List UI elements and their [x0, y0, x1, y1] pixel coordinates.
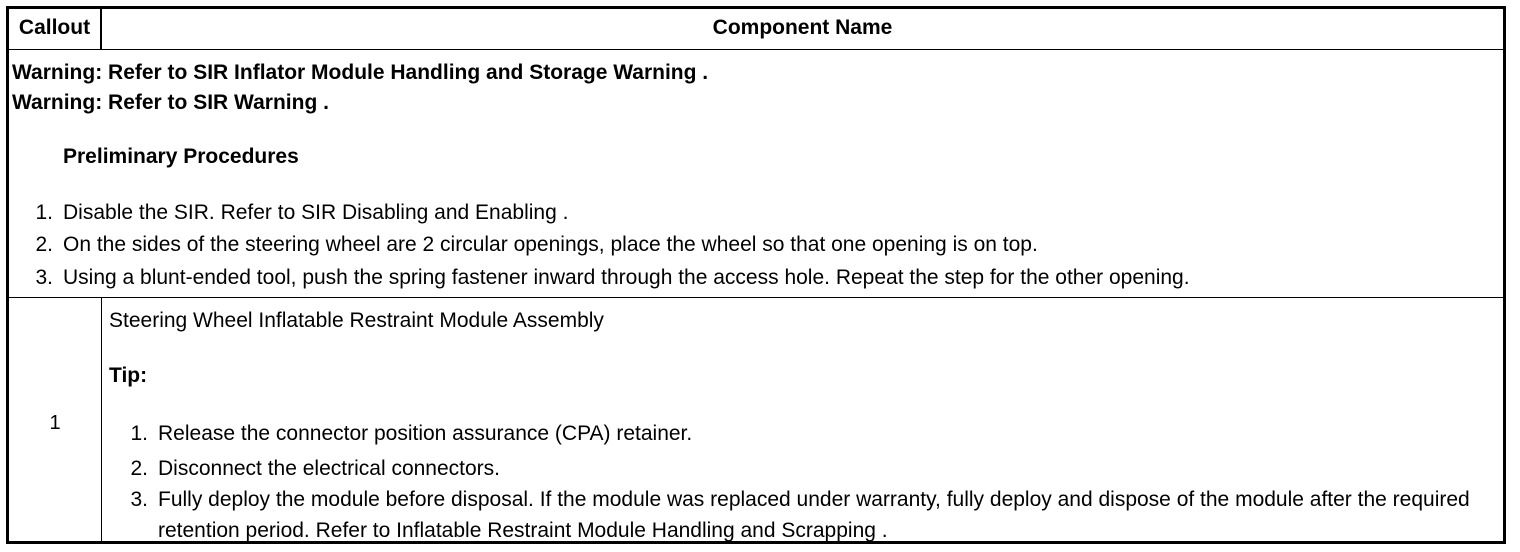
component-cell	[102, 298, 1503, 541]
step-number: 2.	[130, 457, 148, 480]
step-number: 1.	[35, 201, 53, 224]
preliminary-procedures-heading: Preliminary Procedures	[63, 145, 299, 168]
table-header-row	[9, 9, 1503, 50]
preliminary-step	[9, 200, 569, 226]
component-table	[6, 6, 1506, 544]
step-number: 2.	[35, 233, 53, 256]
step-text: Using a blunt-ended tool, push the spring fastener inward through the access hole. Repeat the step for the other opening.	[63, 266, 1190, 289]
preliminary-step	[9, 265, 1190, 291]
preliminary-step	[9, 232, 1038, 258]
warning-link-sir[interactable]: Warning: Refer to SIR Warning .	[12, 91, 329, 114]
tip-label: Tip:	[109, 364, 148, 387]
callout-cell	[9, 298, 102, 541]
component-name: Steering Wheel Inflatable Restraint Module Assembly	[109, 309, 604, 332]
callout-column-header: Callout	[9, 9, 102, 49]
callout-number: 1	[49, 412, 61, 434]
component-name-column-header: Component Name	[712, 16, 893, 39]
warning-link-inflator-handling[interactable]: Warning: Refer to SIR Inflator Module Handling and Storage Warning .	[12, 61, 709, 84]
step-text: On the sides of the steering wheel are 2 circular openings, place the wheel so that one opening is on top.	[63, 233, 1038, 256]
step-number: 1.	[130, 422, 148, 445]
step-text: Disable the SIR. Refer to SIR Disabling and Enabling .	[63, 201, 569, 224]
step-number: 3.	[35, 266, 53, 289]
preliminary-section	[9, 50, 1503, 298]
table-row	[9, 298, 1503, 541]
step-number: 3.	[130, 488, 148, 511]
step-text: Fully deploy the module before disposal. If the module was replaced under warranty, fully deploy and dispose of the module after the required retention period. Refer to Inflatable Restraint Module Handling and Scrapping .	[158, 488, 1470, 542]
step-text: Disconnect the electrical connectors.	[158, 457, 500, 480]
step-text: Release the connector position assurance (CPA) retainer.	[158, 422, 693, 445]
